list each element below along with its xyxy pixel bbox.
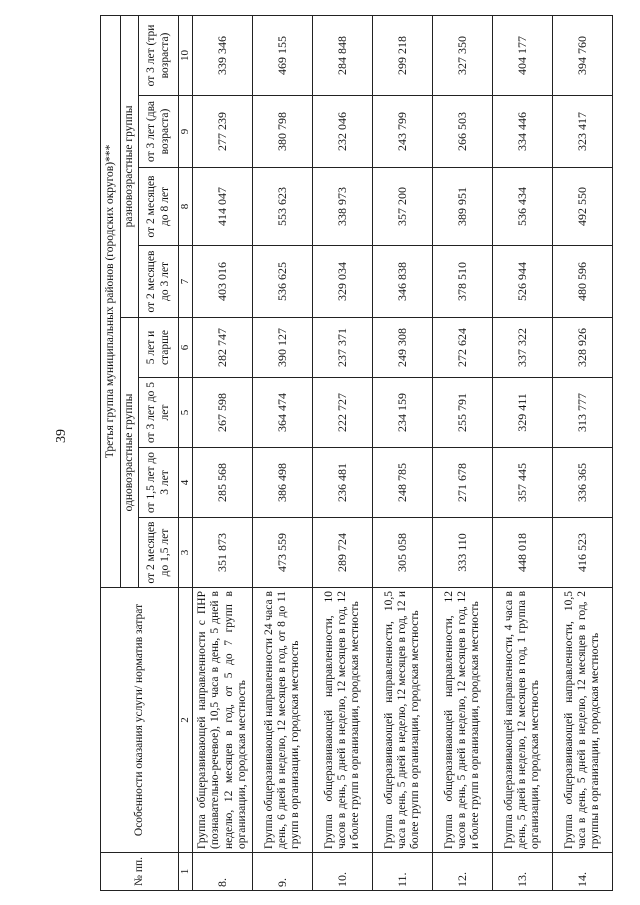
cost-value: 282 747: [193, 318, 253, 378]
table-body: [193, 15, 613, 890]
cost-value: 338 973: [313, 168, 373, 246]
cost-value: 389 951: [433, 168, 493, 246]
rotated-table-wrapper: [86, 0, 640, 905]
header-col-9: от 3 лет (два возраста): [139, 96, 179, 168]
cost-value: 526 944: [493, 246, 553, 318]
cost-value: 232 046: [313, 96, 373, 168]
cost-value: 492 550: [553, 168, 613, 246]
cost-value: 473 559: [253, 518, 313, 588]
cost-value: 284 848: [313, 15, 373, 95]
cost-value: 328 926: [553, 318, 613, 378]
col-number: 5: [179, 378, 193, 448]
cost-value: 323 417: [553, 96, 613, 168]
header-single-age: одновозрастные группы: [121, 318, 139, 588]
table-row: [373, 15, 433, 890]
row-number: 12.: [433, 853, 493, 891]
col-number: 8: [179, 168, 193, 246]
cost-value: 234 159: [373, 378, 433, 448]
header-mixed-age: разновозрастные группы: [121, 15, 139, 317]
cost-value: 536 625: [253, 246, 313, 318]
col-number: 4: [179, 448, 193, 518]
cost-value: 337 322: [493, 318, 553, 378]
cost-value: 299 218: [373, 15, 433, 95]
cost-value: 553 623: [253, 168, 313, 246]
header-col-8: от 2 месяцев до 8 лет: [139, 168, 179, 246]
header-col-4: от 1,5 лет до 3 лет: [139, 448, 179, 518]
row-number: 10.: [313, 853, 373, 891]
col-number: 3: [179, 518, 193, 588]
cost-value: 249 308: [373, 318, 433, 378]
cost-value: 357 445: [493, 448, 553, 518]
row-description: Группа общеразвивающей направленности, 12 часов в день, 5 дней в неделю, 12 месяцев в год, 12 и более групп в организации, городская местность: [433, 588, 493, 853]
row-number: 9.: [253, 853, 313, 891]
cost-value: 378 510: [433, 246, 493, 318]
cost-value: 237 371: [313, 318, 373, 378]
table-row: [553, 15, 613, 890]
cost-value: 380 798: [253, 96, 313, 168]
header-col-6: 5 лет и старше: [139, 318, 179, 378]
cost-value: 255 791: [433, 378, 493, 448]
cost-value: 333 110: [433, 518, 493, 588]
cost-value: 334 446: [493, 96, 553, 168]
cost-value: 266 503: [433, 96, 493, 168]
cost-value: 285 568: [193, 448, 253, 518]
header-desc: Особенности оказания услуги/ норматив затрат: [101, 588, 179, 853]
cost-value: 390 127: [253, 318, 313, 378]
header-col-5: от 3 лет до 5 лет: [139, 378, 179, 448]
cost-value: 357 200: [373, 168, 433, 246]
table-row: [313, 15, 373, 890]
col-number: 2: [179, 588, 193, 853]
row-description: Группа общеразвивающей направленности 24 часа в день, 6 дней в неделю, 12 месяцев в год, от 8 до 11 групп в организации, городская местность: [253, 588, 313, 853]
table-row: [253, 15, 313, 890]
cost-value: 394 760: [553, 15, 613, 95]
cost-value: 329 411: [493, 378, 553, 448]
cost-value: 236 481: [313, 448, 373, 518]
cost-value: 305 058: [373, 518, 433, 588]
cost-value: 339 346: [193, 15, 253, 95]
cost-value: 364 474: [253, 378, 313, 448]
col-number: 10: [179, 15, 193, 95]
col-number: 9: [179, 96, 193, 168]
col-number: 1: [179, 853, 193, 891]
cost-value: 346 838: [373, 246, 433, 318]
row-description: Группа общеразвивающей направленности, 4 часа в день, 5 дней в неделю, 12 месяцев в год, 1 группа в организации, городская местность: [493, 588, 553, 853]
cost-value: 469 155: [253, 15, 313, 95]
cost-value: 480 596: [553, 246, 613, 318]
row-number: 11.: [373, 853, 433, 891]
cost-value: 272 624: [433, 318, 493, 378]
col-number: 7: [179, 246, 193, 318]
cost-value: 404 177: [493, 15, 553, 95]
cost-value: 222 727: [313, 378, 373, 448]
cost-value: 313 777: [553, 378, 613, 448]
cost-value: 277 239: [193, 96, 253, 168]
cost-value: 243 799: [373, 96, 433, 168]
cost-value: 386 498: [253, 448, 313, 518]
cost-value: 327 350: [433, 15, 493, 95]
cost-value: 248 785: [373, 448, 433, 518]
row-number: 13.: [493, 853, 553, 891]
header-num: № пп.: [101, 853, 179, 891]
header-col-7: от 2 месяцев до 3 лет: [139, 246, 179, 318]
row-description: Группа общеразвивающей направленности, 10 часов в день, 5 дней в неделю, 12 месяцев в год, 12 и более групп в организации, городская местность: [313, 588, 373, 853]
row-description: Группа общеразвивающей направленности, 10,5 часа в день, 5 дней в неделю, 12 месяцев в год, 2 группы в организации, городская местность: [553, 588, 613, 853]
table-row: [193, 15, 253, 890]
cost-value: 414 047: [193, 168, 253, 246]
cost-value: 403 016: [193, 246, 253, 318]
cost-value: 329 034: [313, 246, 373, 318]
cost-value: 351 873: [193, 518, 253, 588]
header-col-10: от 3 лет (три возраста): [139, 15, 179, 95]
header-col-3: от 2 месяцев до 1,5 лет: [139, 518, 179, 588]
cost-value: 416 523: [553, 518, 613, 588]
cost-value: 536 434: [493, 168, 553, 246]
cost-value: 448 018: [493, 518, 553, 588]
header-group-title: Третья группа муниципальных районов (городских округов)***: [101, 15, 121, 587]
row-description: Группа общеразвивающей направленности с ПНР (познавательно-речевое), 10,5 часа в день, 5 дней в неделю, 12 месяцев в год, от 5 до 7 групп в организации, городская местность: [193, 588, 253, 853]
table-row: [493, 15, 553, 890]
row-number: 8.: [193, 853, 253, 891]
page-number: 39: [54, 429, 69, 443]
cost-value: 289 724: [313, 518, 373, 588]
table-row: [433, 15, 493, 890]
cost-table: [100, 15, 613, 891]
row-number: 14.: [553, 853, 613, 891]
cost-value: 267 598: [193, 378, 253, 448]
cost-value: 336 365: [553, 448, 613, 518]
row-description: Группа общеразвивающей направленности, 10,5 часа в день, 5 дней в неделю, 12 месяцев в год, 12 и более групп в организации, городская местность: [373, 588, 433, 853]
cost-value: 271 678: [433, 448, 493, 518]
col-number: 6: [179, 318, 193, 378]
